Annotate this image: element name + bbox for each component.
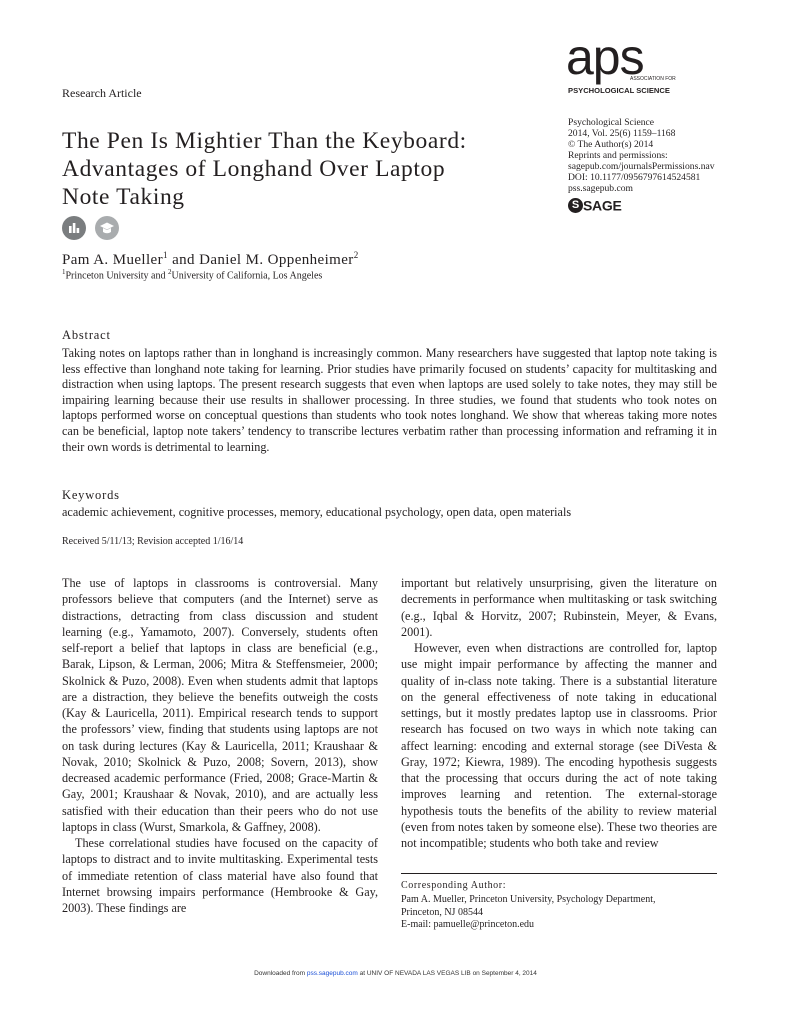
permissions-link[interactable]: sagepub.com/journalsPermissions.nav <box>568 161 715 172</box>
body-paragraph: important but relatively unsurprising, given the literature on decrements in performance when multitasking or task switching (e.g., Iqbal & Horvitz, 2007; Rubinstein, Meyer, & Evans, 2001). <box>401 576 717 639</box>
affiliation-marker: 2 <box>353 250 359 260</box>
aps-wordmark: aps <box>566 29 644 85</box>
journal-url[interactable]: pss.sagepub.com <box>568 183 634 194</box>
title-line: Advantages of Longhand Over Laptop <box>62 156 446 182</box>
article-type: Research Article <box>62 86 142 100</box>
body-column-right <box>401 575 717 851</box>
affiliation: Princeton University and <box>65 270 166 282</box>
corresponding-author <box>401 880 655 932</box>
author-list <box>62 250 359 269</box>
title-line: Note Taking <box>62 184 185 210</box>
body-column-left <box>62 575 378 916</box>
affiliations <box>62 268 322 281</box>
aps-small-text: ASSOCIATION FOR <box>630 76 676 82</box>
open-data-icon <box>62 216 86 240</box>
abstract-heading: Abstract <box>62 328 111 342</box>
corresponding-line: Pam A. Mueller, Princeton University, Psychology Department, <box>401 894 656 906</box>
doi[interactable]: DOI: 10.1177/0956797614524581 <box>568 172 701 183</box>
body-paragraph: These correlational studies have focused on the capacity of laptops to distract and to invite multitasking. Experimental tests of immediate retention of class material have also found that Internet browsing impairs performance (Hembrooke & Gay, 2003). These findings are <box>62 836 378 915</box>
footer-suffix: at UNIV OF NEVADA LAS VEGAS LIB on September 4, 2014 <box>359 970 537 977</box>
article-title <box>62 127 532 211</box>
download-footer <box>0 970 791 977</box>
corresponding-line: Princeton, NJ 08544 <box>401 906 483 918</box>
received-dates: Received 5/11/13; Revision accepted 1/16/14 <box>62 536 244 547</box>
open-materials-badge[interactable] <box>95 216 119 240</box>
aps-name: PSYCHOLOGICAL SCIENCE <box>568 86 670 95</box>
corresponding-heading: Corresponding Author: <box>401 880 507 891</box>
author-joiner: and <box>172 252 195 268</box>
affiliation-marker: 1 <box>62 268 66 276</box>
footer-prefix: Downloaded from <box>254 970 306 977</box>
affiliation: University of California, Los Angeles <box>171 270 323 282</box>
body-paragraph: The use of laptops in classrooms is controversial. Many professors believe that computers (and the Internet) serve as distractions, detracting from class discussion and student learning (e.g., Yamamoto, 2007). Conversely, students often self-report a belief that laptops in class are beneficial (e.g., Barak, Lipson, & Lerman, 2006; Mitra & Steffensmeier, 2000; Skolnick & Puzo, 2008). Even when students admit that laptops are a distraction, they believe the benefits outweigh the costs (Kay & Lauricella, 2011). Empirical research tends to support the professors’ view, finding that students using laptops are not on task during lectures (Kay & Lauricella, 2011; Kraushaar & Novak, 2010; Skolnick & Puzo, 2008; Sovern, 2013), show decreased academic performance (Fried, 2008; Grace-Martin & Gay, 2001; Kraushaar & Novak, 2010), and are actually less satisfied with their education than their peers who do not use laptops in class (Wurst, Smarkola, & Gaffney, 2008). <box>62 576 378 834</box>
journal-name: Psychological Science <box>568 117 655 128</box>
sage-s-icon: S <box>568 198 583 213</box>
copyright: © The Author(s) 2014 <box>568 139 654 150</box>
reprints-label: Reprints and permissions: <box>568 150 668 161</box>
corresponding-email[interactable]: E-mail: pamuelle@princeton.edu <box>401 919 535 931</box>
volume-info: 2014, Vol. 25(6) 1159–1168 <box>568 128 676 139</box>
journal-meta <box>568 117 715 194</box>
keywords-list: academic achievement, cognitive processes, memory, educational psychology, open data, open materials <box>62 505 572 519</box>
keywords-heading: Keywords <box>62 488 120 502</box>
affiliation-marker: 1 <box>163 250 168 260</box>
author-name: Pam A. Mueller <box>62 252 164 268</box>
abstract-text: Taking notes on laptops rather than in longhand is increasingly common. Many researchers have suggested that laptop note taking is less effective than longhand note taking for learning. Prior studies have primarily focused on students’ capacity for multitasking and distraction when using laptops. The present research suggests that even when laptops are used solely to take notes, they may still be impairing learning because their use results in shallower processing. In three studies, we found that students who took notes on laptops performed worse on conceptual questions than students who took notes longhand. We show that whereas taking more notes can be beneficial, laptop note takers’ tendency to transcribe lectures verbatim rather than processing information and reframing it in their own words is detrimental to learning. <box>62 346 717 454</box>
open-materials-icon <box>95 216 119 240</box>
footer-link[interactable]: pss.sagepub.com <box>306 970 358 977</box>
divider <box>401 873 717 874</box>
open-data-badge[interactable] <box>62 216 86 240</box>
title-line: The Pen Is Mightier Than the Keyboard: <box>62 128 467 154</box>
sage-wordmark: SAGE <box>583 197 622 214</box>
aps-logo <box>566 29 676 102</box>
affiliation-marker: 2 <box>167 268 172 276</box>
sage-logo <box>568 196 621 214</box>
body-paragraph: However, even when distractions are controlled for, laptop use might impair performance by affecting the manner and quality of in-class note taking. There is a substantial literature on the general effectiveness of note taking in educational settings, but it mostly predates laptop use in classrooms. Prior research has focused on two ways in which note taking can affect learning: encoding and external storage (see DiVesta & Gray, 1972; Kiewra, 1989). The encoding hypothesis suggests that the processing that occurs during the act of note taking improves learning and retention. The external-storage hypothesis touts the benefits of the ability to review material (even from notes taken by someone else). These two theories are not incompatible; students who both take and review <box>401 641 717 850</box>
author-name: Daniel M. Oppenheimer <box>199 252 354 268</box>
